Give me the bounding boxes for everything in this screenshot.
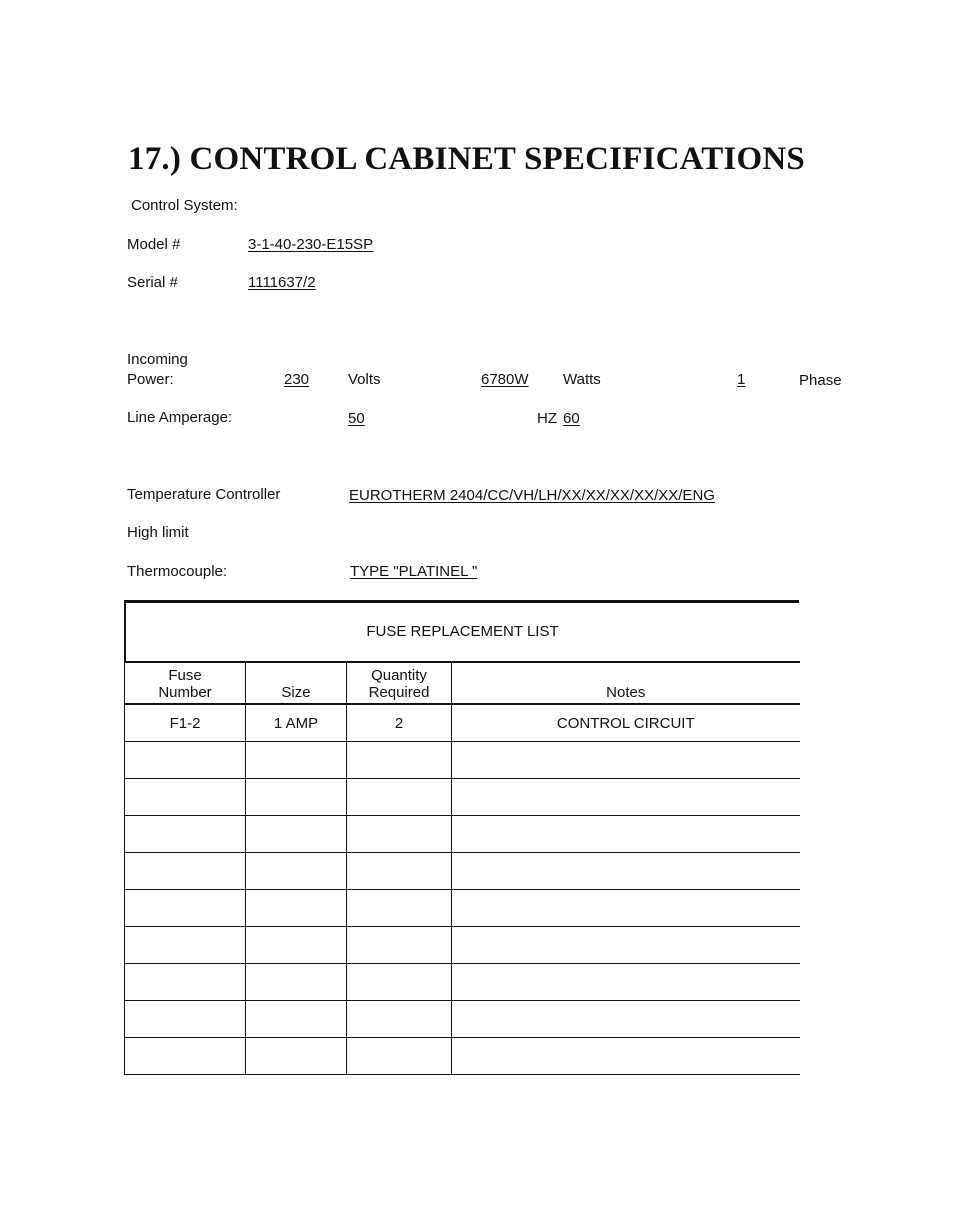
watts-unit: Watts bbox=[563, 371, 601, 388]
fuse-number-cell bbox=[125, 890, 246, 927]
incoming-power-label-line1: Incoming bbox=[127, 351, 188, 368]
notes-cell bbox=[452, 816, 800, 853]
temperature-controller-value: EUROTHERM 2404/CC/VH/LH/XX/XX/XX/XX/XX/ENG bbox=[349, 487, 715, 504]
header-quantity-line2: Required bbox=[368, 684, 430, 701]
quantity-cell bbox=[347, 779, 452, 816]
table-row bbox=[125, 742, 800, 779]
header-size-label: Size bbox=[281, 684, 311, 701]
serial-value: 1111637/2 bbox=[248, 274, 316, 291]
model-label: Model # bbox=[127, 236, 181, 253]
fuse-table-header-row bbox=[125, 662, 800, 704]
line-amperage-value: 50 bbox=[348, 410, 365, 427]
serial-label: Serial # bbox=[127, 274, 178, 291]
phase-unit: Phase bbox=[799, 372, 842, 389]
fuse-number-cell bbox=[125, 779, 246, 816]
table-row bbox=[125, 853, 800, 890]
size-cell bbox=[246, 1038, 347, 1075]
hz-value: 60 bbox=[563, 410, 580, 427]
phase-value: 1 bbox=[737, 371, 746, 388]
fuse-number-cell bbox=[125, 853, 246, 890]
fuse-table-title: FUSE REPLACEMENT LIST bbox=[366, 623, 559, 640]
size-cell bbox=[246, 964, 347, 1001]
size-cell bbox=[246, 853, 347, 890]
header-quantity-line1: Quantity bbox=[371, 667, 427, 684]
size-cell bbox=[246, 779, 347, 816]
notes-cell bbox=[452, 927, 800, 964]
fuse-number-cell bbox=[125, 927, 246, 964]
quantity-cell bbox=[347, 1038, 452, 1075]
watts-value: 6780W bbox=[481, 371, 529, 388]
notes-cell: CONTROL CIRCUIT bbox=[452, 704, 800, 742]
notes-cell bbox=[452, 742, 800, 779]
line-amperage-label: Line Amperage: bbox=[127, 409, 233, 426]
incoming-power-label-line2: Power: bbox=[127, 371, 174, 388]
hz-label: HZ bbox=[537, 410, 557, 427]
header-fuse-number bbox=[125, 662, 246, 704]
thermocouple-value: TYPE "PLATINEL " bbox=[350, 563, 478, 580]
notes-cell bbox=[452, 964, 800, 1001]
notes-cell bbox=[452, 890, 800, 927]
quantity-cell bbox=[347, 1001, 452, 1038]
fuse-number-cell bbox=[125, 1038, 246, 1075]
notes-cell bbox=[452, 779, 800, 816]
size-cell: 1 AMP bbox=[246, 704, 347, 742]
fuse-table-title-row bbox=[124, 600, 799, 661]
thermocouple-label: Thermocouple: bbox=[127, 563, 228, 580]
table-row bbox=[125, 1038, 800, 1075]
quantity-cell bbox=[347, 853, 452, 890]
fuse-number-cell bbox=[125, 1001, 246, 1038]
control-system-label: Control System: bbox=[131, 197, 238, 214]
fuse-replacement-table bbox=[124, 600, 799, 1075]
high-limit-label: High limit bbox=[127, 524, 189, 541]
model-value: 3-1-40-230-E15SP bbox=[248, 236, 374, 253]
volts-unit: Volts bbox=[348, 371, 381, 388]
quantity-cell bbox=[347, 742, 452, 779]
header-quantity-required bbox=[347, 662, 452, 704]
header-size bbox=[246, 662, 347, 704]
table-row bbox=[125, 927, 800, 964]
temperature-controller-label: Temperature Controller bbox=[127, 486, 281, 503]
quantity-cell: 2 bbox=[347, 704, 452, 742]
quantity-cell bbox=[347, 964, 452, 1001]
size-cell bbox=[246, 742, 347, 779]
table-row bbox=[125, 816, 800, 853]
table-row bbox=[125, 890, 800, 927]
volts-value: 230 bbox=[284, 371, 310, 388]
size-cell bbox=[246, 1001, 347, 1038]
size-cell bbox=[246, 890, 347, 927]
notes-cell bbox=[452, 853, 800, 890]
table-row bbox=[125, 964, 800, 1001]
fuse-number-cell: F1-2 bbox=[125, 704, 246, 742]
table-row bbox=[125, 704, 800, 742]
fuse-number-cell bbox=[125, 742, 246, 779]
header-notes bbox=[452, 662, 800, 704]
table-row bbox=[125, 779, 800, 816]
header-notes-label: Notes bbox=[606, 684, 646, 701]
header-fuse-number-line2: Number bbox=[158, 684, 212, 701]
page-title: 17.) CONTROL CABINET SPECIFICATIONS bbox=[128, 141, 805, 177]
size-cell bbox=[246, 816, 347, 853]
quantity-cell bbox=[347, 816, 452, 853]
fuse-number-cell bbox=[125, 816, 246, 853]
table-row bbox=[125, 1001, 800, 1038]
quantity-cell bbox=[347, 890, 452, 927]
notes-cell bbox=[452, 1038, 800, 1075]
quantity-cell bbox=[347, 927, 452, 964]
notes-cell bbox=[452, 1001, 800, 1038]
header-fuse-number-line1: Fuse bbox=[168, 667, 202, 684]
fuse-table-grid bbox=[124, 661, 800, 1075]
fuse-number-cell bbox=[125, 964, 246, 1001]
size-cell bbox=[246, 927, 347, 964]
